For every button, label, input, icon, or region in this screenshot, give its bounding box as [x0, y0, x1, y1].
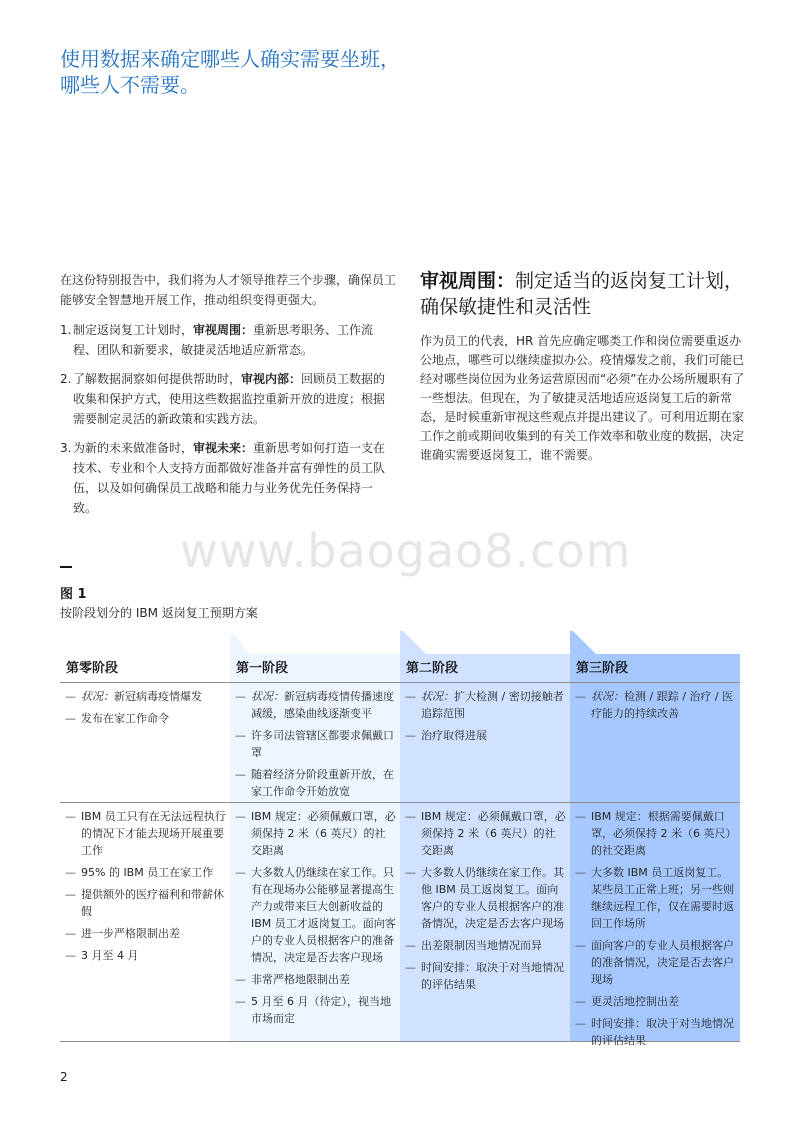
list-item: — 状况：检测 / 跟踪 / 治疗 / 医疗能力的持续改善 — [575, 688, 736, 722]
list-item: — 提供额外的医疗福利和带薪休假 — [65, 886, 226, 920]
section-title-rest: 制定适当的返岗复工计划，确保敏捷性和灵活性 — [420, 270, 744, 318]
divider — [570, 802, 740, 803]
intro-column — [60, 270, 396, 527]
list-item: — 状况：新冠病毒疫情爆发 — [65, 688, 226, 705]
step-number: 3. — [60, 441, 72, 455]
list-item: — IBM 规定：必须佩戴口罩，必须保持 2 米（6 英尺）的社交距离 — [405, 808, 566, 859]
list-item: — IBM 规定：根据需要佩戴口罩，必须保持 2 米（6 英尺）的社交距离 — [575, 808, 736, 859]
intro-lead: 在这份特别报告中，我们将为人才领导推荐三个步骤，确保员工能够安全智慧地开展工作，推动组织变得更强大。 — [60, 273, 397, 307]
phase-condition-list — [235, 688, 396, 805]
list-item: — 3 月至 4 月 — [65, 947, 226, 964]
phase-policy-list — [235, 808, 396, 1032]
list-item: — 大多数人仍继续在家工作。其他 IBM 员工返岗复工。面向客户的专业人员根据客户的准备情况，决定是否去客户现场 — [405, 864, 566, 932]
step-post: 回顾员工数据的收集和保护方式，使用这些数据监控重新开放的进度；根据需要制定灵活的新政策和实践方法。 — [73, 372, 386, 426]
list-item: — 更灵活地控制出差 — [575, 993, 736, 1010]
figure-dash — [60, 566, 72, 568]
list-item: — 发布在家工作命令 — [65, 710, 226, 727]
list-item: — 大多数 IBM 员工返岗复工。某些员工正常上班；另一些则继续远程工作，仅在需要时返回工作场所 — [575, 864, 736, 932]
step-number: 2. — [60, 372, 72, 386]
phase2-tab — [400, 630, 428, 656]
phase-tabs-decoration — [60, 630, 740, 656]
step-bold: 审视未来： — [193, 441, 254, 455]
phase-title: 第二阶段 — [406, 661, 459, 676]
divider — [60, 802, 230, 803]
phase-policy-list — [405, 808, 566, 998]
phase-condition-list — [405, 688, 566, 749]
figure-caption: 按阶段划分的 IBM 返岗复工预期方案 — [60, 606, 258, 620]
phase3-tab — [570, 630, 598, 656]
step-pre: 了解数据洞察如何提供帮助时， — [73, 372, 242, 386]
step-pre: 制定返岗复工计划时， — [73, 323, 194, 337]
list-item: — 状况：新冠病毒疫情传播速度减缓，感染曲线逐渐变平 — [235, 688, 396, 722]
divider — [230, 802, 400, 803]
steps-list — [60, 320, 396, 518]
figure-label: 图 1 — [60, 587, 87, 602]
phase-column-3 — [570, 654, 740, 1047]
phase-column-1 — [230, 654, 400, 1041]
list-item: — 治疗取得进展 — [405, 727, 566, 744]
phase-title: 第一阶段 — [236, 661, 289, 676]
phase-policy-list — [65, 808, 226, 969]
phase-column-2 — [400, 654, 570, 1041]
section-body: 作为员工的代表，HR 首先应确定哪类工作和岗位需要重返办公地点，哪些可以继续虚拟办公。疫情爆发之前，我们可能已经对哪些岗位因为业务运营原因而“必须”在办公场所履职有了一些想法。但现在，为了敏捷灵活地适应返岗复工后的新常态，是时候重新审视这些观点并提出建议了。可利用近期在家工作之前或期间收集到的有关工作效率和敬业度的数据，决定谁确实需要返岗复工，谁不需要。 — [420, 334, 745, 462]
list-item: — 随着经济分阶段重新开放，在家工作命令开始放宽 — [235, 766, 396, 800]
step-item — [60, 369, 396, 429]
phase-policy-list — [575, 808, 736, 1054]
list-item: — 5 月至 6 月（待定），视当地市场而定 — [235, 993, 396, 1027]
divider — [400, 682, 570, 683]
phase-column-0 — [60, 654, 230, 1041]
phase-condition-list — [575, 688, 736, 727]
step-item — [60, 438, 396, 518]
list-item: — IBM 规定：必须佩戴口罩，必须保持 2 米（6 英尺）的社交距离 — [235, 808, 396, 859]
phase-condition-list — [65, 688, 226, 732]
section-column — [420, 268, 745, 465]
divider — [60, 682, 230, 683]
page-number: 2 — [60, 1070, 68, 1084]
list-item: — 出差限制因当地情况而异 — [405, 937, 566, 954]
list-item: — 进一步严格限制出差 — [65, 925, 226, 942]
list-item: — 非常严格地限制出差 — [235, 971, 396, 988]
list-item: — 面向客户的专业人员根据客户的准备情况，决定是否去客户现场 — [575, 937, 736, 988]
watermark: www.baogao8.com — [180, 524, 632, 578]
section-title-bold: 审视周围： — [420, 270, 516, 292]
phase1-tab — [230, 634, 250, 656]
list-item: — 许多司法管辖区都要求佩戴口罩 — [235, 727, 396, 761]
list-item: — 时间安排：取决于对当地情况的评估结果 — [405, 959, 566, 993]
section-title — [420, 268, 745, 320]
step-bold: 审视周围： — [193, 323, 254, 337]
step-post: 重新思考如何打造一支在技术、专业和个人支持方面都做好准备并富有弹性的员工队伍，以及如何确保员工战略和能力与业务优先任务保持一致。 — [73, 441, 386, 515]
step-number: 1. — [60, 323, 72, 337]
divider — [570, 682, 740, 683]
step-post: 重新思考职务、工作流程、团队和新要求，敏捷灵活地适应新常态。 — [73, 323, 374, 357]
list-item: — 状况：扩大检测 / 密切接触者追踪范围 — [405, 688, 566, 722]
phase-title: 第零阶段 — [66, 661, 119, 676]
page-headline: 使用数据来确定哪些人确实需要坐班，哪些人不需要。 — [60, 47, 400, 97]
step-item — [60, 320, 396, 360]
list-item: — 95% 的 IBM 员工在家工作 — [65, 864, 226, 881]
step-bold: 审视内部： — [241, 372, 302, 386]
list-item: — IBM 员工只有在无法远程执行的情况下才能去现场开展重要工作 — [65, 808, 226, 859]
divider — [400, 802, 570, 803]
phase-table — [60, 654, 740, 1047]
step-pre: 为新的未来做准备时， — [73, 441, 194, 455]
list-item: — 大多数人仍继续在家工作。只有在现场办公能够显著提高生产力或带来巨大创新收益的 IBM 员工才返岗复工。面向客户的专业人员根据客户的准备情况，决定是否去客户现场 — [235, 864, 396, 966]
phase-title: 第三阶段 — [576, 661, 629, 676]
divider — [230, 682, 400, 683]
list-item: — 时间安排：取决于对当地情况的评估结果 — [575, 1015, 736, 1049]
